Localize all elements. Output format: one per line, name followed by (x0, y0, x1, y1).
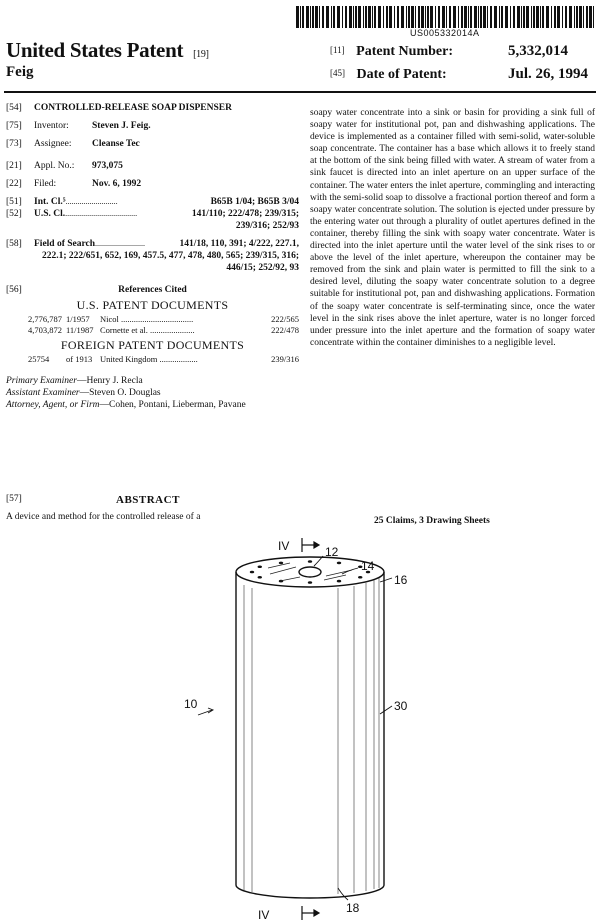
invention-title: CONTROLLED-RELEASE SOAP DISPENSER (34, 103, 232, 113)
barcode-bar (310, 6, 311, 28)
barcode-bar (589, 6, 592, 28)
reference-number: 2,776,787 (28, 314, 62, 324)
barcode-bar (302, 6, 304, 28)
cylinder-shading (244, 578, 379, 894)
barcode-bar (300, 6, 301, 28)
assistant-examiner-label: Assistant Examiner (6, 388, 80, 398)
field-code: [22] (6, 179, 22, 189)
inventor-value: Steven J. Feig. (92, 121, 151, 131)
barcode (296, 6, 594, 28)
patent-number-code: [11] (330, 45, 345, 55)
barcode-bar (386, 6, 388, 28)
barcode-bar (296, 6, 299, 28)
barcode-bar (358, 6, 361, 28)
barcode-bar (574, 6, 575, 28)
field-code: [54] (6, 103, 22, 113)
barcode-bar (312, 6, 314, 28)
patent-drawing (140, 530, 480, 921)
barcode-bar (554, 6, 556, 28)
barcode-bar (418, 6, 420, 28)
assignee-value: Cleanse Tec (92, 139, 140, 149)
reference-name: Nicol .................................. (100, 314, 194, 324)
barcode-bar (480, 6, 482, 28)
us-patent-documents-heading: U.S. PATENT DOCUMENTS (76, 298, 229, 312)
section-line-bottom (302, 906, 319, 920)
reference-date: 1/1957 (66, 314, 90, 324)
outlet-aperture (250, 571, 254, 574)
barcode-bar (513, 6, 515, 28)
search-value: 141/18, 110, 391; 4/222, 227.1, 222.1; 222/651, 652, 169, 457.5, 477, 478, 480, 565; 239/315, 316; 446/15; 252/92, 93 (41, 239, 299, 273)
barcode-bar (562, 6, 563, 28)
barcode-bar (593, 6, 594, 28)
bibliographic-column (6, 102, 299, 411)
barcode-bar (510, 6, 511, 28)
barcode-bar (333, 6, 335, 28)
barcode-bar (453, 6, 456, 28)
barcode-bar (468, 6, 469, 28)
barcode-bar (430, 6, 433, 28)
barcode-bar (521, 6, 522, 28)
barcode-bar (551, 6, 552, 28)
field-assignee (6, 138, 299, 150)
cylinder-body (236, 572, 384, 885)
patent-title (6, 38, 209, 63)
us-cl-value: 141/110; 222/478; 239/315; 239/316; 252/93 (191, 209, 299, 231)
ref-label-30: 30 (394, 699, 408, 713)
barcode-bar (569, 6, 572, 28)
barcode-bar (449, 6, 451, 28)
outlet-aperture (279, 562, 283, 565)
field-code: [52] (6, 209, 22, 219)
primary-examiner-value: —Henry J. Recla (76, 376, 143, 386)
ref-label-10: 10 (184, 697, 198, 711)
field-us-cl (6, 208, 299, 232)
barcode-bar (427, 6, 429, 28)
int-cl-value: B65B 1/04; B65B 3/04 (210, 197, 299, 207)
barcode-bar (411, 6, 414, 28)
barcode-bar (494, 6, 497, 28)
field-label: Appl. No.: (34, 161, 75, 171)
field-inventor (6, 120, 299, 132)
field-label: U.S. Cl. (34, 209, 66, 219)
barcode-bar (517, 6, 520, 28)
barcode-bar (579, 6, 582, 28)
barcode-bar (499, 6, 500, 28)
field-label: Int. Cl.⁵ (34, 197, 66, 207)
claims-summary: 25 Claims, 3 Drawing Sheets (374, 516, 490, 526)
field-code: [51] (6, 197, 22, 207)
section-label-top: IV (278, 539, 290, 553)
barcode-bar (363, 6, 364, 28)
barcode-bar (487, 6, 488, 28)
appl-value: 973,075 (92, 161, 123, 171)
inlet-aperture (299, 567, 321, 577)
field-label: Field of Search (34, 239, 96, 249)
barcode-bar (446, 6, 447, 28)
barcode-bar (306, 6, 309, 28)
barcode-bar (586, 6, 588, 28)
top-hatching (268, 563, 352, 581)
barcode-bar (315, 6, 318, 28)
barcode-bar (319, 6, 320, 28)
outlet-apertures (250, 560, 370, 584)
barcode-bar (523, 6, 525, 28)
date-label: Date of Patent: (356, 67, 447, 82)
abstract-continued: soapy water concentrate into a sink or basin for providing a sink full of soapy water for institutional pot, pan and dishwashing applications. The device is implemented as a container filled with semi-solid, water-soluble soap concentrate. The container has a base which allows it to freely stand at the bottom of the sink being filled with water. A stream of water from a sink faucet is directed into an inlet aperture on an upper surface of the container. The water enters the inlet aperture, commingling and interacting with the semi-solid soap to dissolve a fractional portion thereof and form a soapy water concentrate solution. The solution is ejected under pressure by the entering water out through a plurality of outlet apertures defined in the container, thereby filling the sink with soapy water concentrate. Water is directed into the inlet aperture until the water level of the sink rises to or above the level of the inlet aperture, whereupon the container may be removed from the sink and plain water is permitted to fill the sink to a desired level, diluting the soapy water concentrate solution to a degree suitable for institutional pot, pan and dishwashing applications. Formation of the soapy water concentrate is self-terminating since, once the water level in the sink rises above the inlet aperture, water is no longer forced under pressure into the inlet aperture and the formation of soapy water concentrate within the container diminishes to a negligible level. (310, 108, 596, 348)
outlet-aperture (258, 565, 262, 568)
field-code: [56] (6, 285, 22, 295)
barcode-bar (557, 6, 560, 28)
patent-number-row (330, 44, 453, 60)
ref-label-14: 14 (361, 559, 375, 573)
barcode-bar (565, 6, 567, 28)
barcode-bar (470, 6, 472, 28)
reference-cls: 239/316 (271, 354, 299, 364)
outlet-aperture (308, 581, 312, 584)
barcode-bar (483, 6, 486, 28)
abstract-heading (6, 494, 299, 504)
barcode-bar (372, 6, 373, 28)
primary-examiner-label: Primary Examiner (6, 376, 77, 386)
references-heading: References Cited (118, 285, 187, 295)
abstract-code: [57] (6, 494, 22, 504)
barcode-bar (583, 6, 584, 28)
barcode-bar (378, 6, 381, 28)
barcode-bar (353, 6, 354, 28)
ref-label-18: 18 (346, 901, 360, 915)
assistant-examiner-value: —Steven O. Douglas (79, 388, 161, 398)
barcode-bar (394, 6, 395, 28)
assistant-examiner (6, 387, 299, 399)
barcode-bar (505, 6, 508, 28)
barcode-bar (531, 6, 532, 28)
field-code: [73] (6, 139, 22, 149)
field-label: Assignee: (34, 139, 72, 149)
inventor-surname: Feig (6, 64, 34, 80)
header-rule (4, 91, 596, 93)
outlet-aperture (358, 576, 362, 579)
cylinder-bottom (236, 885, 384, 898)
attorney (6, 399, 299, 411)
barcode-bar (542, 6, 544, 28)
section-label-bottom: IV (258, 908, 270, 921)
title-code: [19] (193, 49, 209, 60)
patent-number: 5,332,014 (508, 43, 568, 59)
field-label: Filed: (34, 179, 57, 189)
barcode-bar (408, 6, 410, 28)
barcode-bar (536, 6, 539, 28)
reference-cls: 222/478 (271, 325, 299, 335)
reference-number: 25754 (28, 354, 50, 364)
reference-row (6, 325, 299, 336)
abstract-start: A device and method for the controlled release of a (6, 512, 201, 522)
barcode-bar (349, 6, 352, 28)
barcode-bar (342, 6, 343, 28)
barcode-bar (442, 6, 445, 28)
barcode-bar (526, 6, 529, 28)
primary-examiner (6, 375, 299, 387)
field-appl (6, 160, 299, 172)
outlet-aperture (308, 560, 312, 563)
reference-row (6, 354, 299, 365)
reference-row (6, 314, 299, 325)
container-cylinder (236, 557, 384, 898)
barcode-bar (355, 6, 357, 28)
leader-lines (198, 556, 392, 900)
reference-name: United Kingdom .................. (100, 354, 198, 364)
attorney-value: —Cohen, Pontani, Lieberman, Pavane (99, 400, 246, 410)
section-line-top (302, 538, 319, 552)
ref-label-12: 12 (325, 545, 339, 559)
patent-title-text: United States Patent (6, 38, 184, 62)
barcode-bar (474, 6, 477, 28)
barcode-bar (383, 6, 384, 28)
outlet-aperture (337, 580, 341, 583)
foreign-references (6, 354, 299, 365)
barcode-bar (401, 6, 404, 28)
barcode-bar (389, 6, 392, 28)
attorney-label: Attorney, Agent, or Firm (6, 400, 100, 410)
date-row (330, 67, 447, 83)
patent-number-label: Patent Number: (356, 44, 453, 59)
field-code: [75] (6, 121, 22, 131)
reference-name: Cornette et al. ..................... (100, 325, 195, 335)
barcode-bar (368, 6, 371, 28)
barcode-bar (374, 6, 376, 28)
barcode-bar (421, 6, 424, 28)
barcode-bar (365, 6, 367, 28)
barcode-bar (345, 6, 347, 28)
field-code: [58] (6, 239, 22, 249)
filed-value: Nov. 6, 1992 (92, 179, 142, 189)
reference-date: 11/1987 (66, 325, 94, 335)
barcode-bar (464, 6, 467, 28)
barcode-bar (540, 6, 541, 28)
barcode-bar (461, 6, 463, 28)
leader-dots: .................................... (65, 209, 138, 218)
field-search (6, 238, 299, 274)
foreign-patent-documents-heading: FOREIGN PATENT DOCUMENTS (60, 338, 245, 352)
barcode-bar (533, 6, 535, 28)
barcode-bar (331, 6, 332, 28)
barcode-bar (435, 6, 436, 28)
ref-label-16: 16 (394, 573, 408, 587)
barcode-bar (322, 6, 324, 28)
barcode-bar (576, 6, 578, 28)
reference-cls: 222/565 (271, 314, 299, 324)
barcode-bar (326, 6, 329, 28)
field-label: Inventor: (34, 121, 69, 131)
reference-number: 4,703,872 (28, 325, 62, 335)
barcode-bar (490, 6, 492, 28)
barcode-bar (438, 6, 440, 28)
barcode-bar (337, 6, 340, 28)
document-number: US005332014A (410, 28, 480, 38)
field-int-cl (6, 196, 299, 208)
barcode-bar (406, 6, 407, 28)
outlet-aperture (337, 562, 341, 565)
barcode-bar (415, 6, 416, 28)
reference-date: of 1913 (66, 354, 93, 364)
field-title (6, 102, 299, 114)
patent-date: Jul. 26, 1994 (508, 66, 589, 82)
us-references (6, 314, 299, 336)
barcode-bar (458, 6, 459, 28)
field-filed (6, 178, 299, 190)
date-code: [45] (330, 68, 345, 78)
barcode-bar (546, 6, 549, 28)
barcode-bar (501, 6, 503, 28)
barcode-bar (397, 6, 399, 28)
field-code: [21] (6, 161, 22, 171)
barcode-bar (425, 6, 426, 28)
field-references (6, 284, 299, 296)
outlet-aperture (258, 576, 262, 579)
leader-dots: ......................... (95, 239, 146, 248)
leader-dots: .......................... (65, 197, 118, 206)
abstract-title: ABSTRACT (116, 494, 180, 506)
barcode-bar (478, 6, 479, 28)
